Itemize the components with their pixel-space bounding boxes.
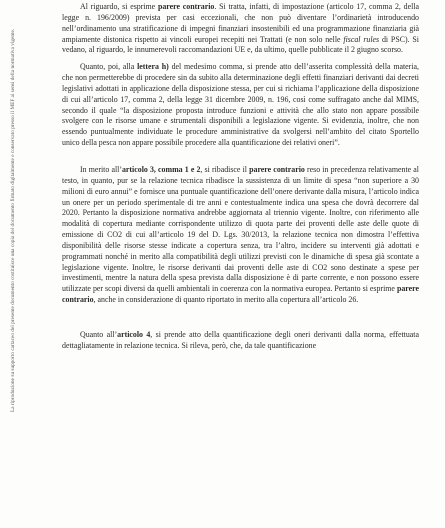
side-certification-note: La riproduzione su supporto cartaceo del presente documento costituisce una copia del documento firmato digitalmente e conservato presso il MEF ai sensi della normativa vigente. <box>10 28 16 412</box>
bold-text: parere contrario <box>62 284 419 305</box>
text-run: Quanto all’ <box>80 329 118 339</box>
text-run: del medesimo comma, si prende atto dell’asserita complessità della materia, che non permetterebbe di procedere sin da subito alla determinazione degli effetti finanziari derivanti dai decreti legislativi adottati in applicazione della disposizione stessa, per cui si richiama l’applicazione della disposizione di cui all’articolo 17, comma 2, della legge 31 dicembre 2009, n. 196, così come suffragato anche dal MIMS, secondo il quale “la disposizione proposta introduce funzioni e attività che allo stato non appare possibile svolgere con le risorse umane e strumentali disponibili a legislazione vigente. Si evidenzia, inoltre, che non essendo puntualmente individuate le procedure amministrative da svolgersi nell’ambito del citato Sportello unico della pesca non appare possibile procedere alla quantificazione dei relativi oneri”. <box>62 62 419 148</box>
text-run: Quanto, poi, alla <box>80 62 138 72</box>
bold-text: articolo 4 <box>117 329 151 339</box>
text-run: , si prende atto della quantificazione degli oneri derivanti dalla norma, effettuata dettagliatamente in relazione tecnica. Si rileva, però, che, da tale quantificazione <box>62 329 419 350</box>
text-run: , si ribadisce il <box>200 164 250 174</box>
paragraph <box>62 330 419 352</box>
document-body <box>62 2 419 352</box>
bold-text: parere contrario <box>249 164 305 174</box>
paragraph <box>62 2 419 56</box>
text-run: In merito all’ <box>80 164 122 174</box>
paragraph <box>62 62 419 149</box>
bold-text: parere contrario <box>157 2 215 11</box>
bold-text: lettera h) <box>137 62 169 72</box>
text-run: Al riguardo, si esprime <box>80 2 158 11</box>
paragraph <box>62 165 419 306</box>
text-run: di PSC). Si vedano, al riguardo, le innumerevoli raccomandazioni UE e, da ultimo, quelle pubblicate il 2 giugno scorso. <box>62 34 419 55</box>
text-run: . Si tratta, infatti, di impostazione (articolo 17, comma 2, della legge n. 196/2009) prevista per casi eccezionali, che non può diventare l’ordinarietà introducendo nell’ordinamento una stratificazione di impegni finanziari insostenibili ed una programmazione finanziaria già ampiamente distonica rispetto ai vincoli europei recepiti nei Trattati (e non solo nelle <box>62 2 419 44</box>
italic-text: fiscal rules <box>343 34 380 44</box>
text-run: , anche in considerazione di quanto riportato in merito alla copertura all’articolo 26. <box>93 295 359 305</box>
text-run: reso in precedenza relativamente al testo, in quanto, pur se la relazione tecnica ribadisce la sussistenza di un limite di spesa “non superiore a 30 milioni di euro annui” e fornisce una puntuale quantificazione dell’onere derivante dalla misura, l’articolo indica un onere per un periodo sperimentale di tre anni e contestualmente indica una spesa che dovrà decorrere dal 2020. Pertanto la disposizione normativa andrebbe aggiornata al triennio vigente. Inoltre, con riferimento alle modalità di copertura mediante corrispondente utilizzo di quota parte dei proventi delle aste delle quote di emissione di CO2 di cui all’articolo 19 del D. Lgs. 30/2013, la relazione tecnica non dimostra l’effettiva disponibilità delle risorse stesse indicate a copertura senza, tra l’altro, incidere su interventi già adottati e programmati nonché in merito alla compatibilità degli utilizzi previsti con le dinamiche di spesa già scontate a legislazione vigente. Inoltre, le risorse derivanti dai proventi delle aste di CO2 sono destinate a spese per investimenti, mentre la natura della spesa prevista dalla disposizione è di parte corrente, e non possono essere utilizzate per scopi diversi da quelli ambientali in coerenza con la normativa europea. Pertanto si esprime <box>62 164 419 294</box>
bold-text: articolo 3, comma 1 e 2 <box>121 164 201 174</box>
